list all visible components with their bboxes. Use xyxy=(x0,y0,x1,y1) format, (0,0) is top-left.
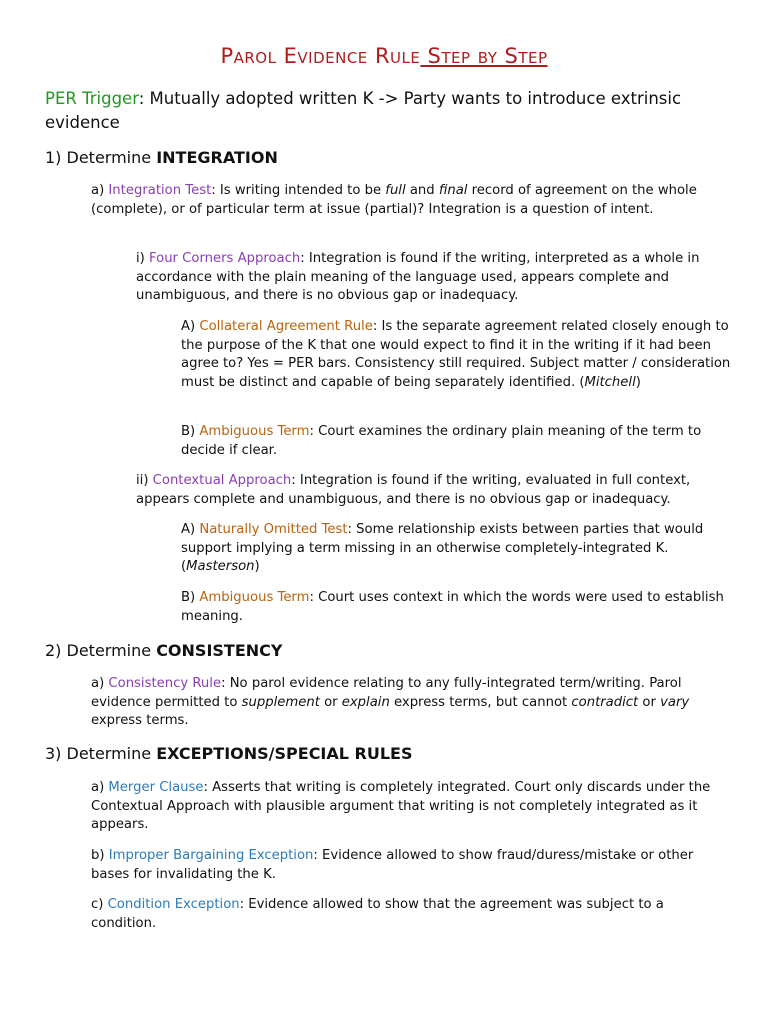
ambiguous-term-plain-paragraph: B) Ambiguous Term: Court examines the ordinary plain meaning of the term to decide if clear. xyxy=(181,424,702,458)
case-mitchell: Mitchell xyxy=(584,374,636,390)
term-contextual-approach: Contextual Approach xyxy=(152,473,292,488)
term-collateral-agreement: Collateral Agreement Rule xyxy=(199,319,373,334)
section-heading-exceptions: 3) Determine EXCEPTIONS/SPECIAL RULES xyxy=(45,744,413,763)
term-integration-test: Integration Test xyxy=(108,183,212,198)
collateral-agreement-paragraph: A) Collateral Agreement Rule: Is the separate agreement related closely enough to the purpose of the K that one would expect to find it in the writing if it had been agree to? Yes = PER bars. Consistency still required. Subject matter / consideration must be distinct and capable of being separately identified. (Mitchell) xyxy=(181,319,731,390)
consistency-rule-paragraph: a) Consistency Rule: No parol evidence relating to any fully-integrated term/writing. Parol evidence permitted to supplement or explain express terms, but cannot contradict or vary express terms. xyxy=(91,676,690,728)
case-masterson: Masterson xyxy=(186,559,255,574)
term-four-corners: Four Corners Approach xyxy=(149,251,301,266)
term-ambiguous-term-1: Ambiguous Term xyxy=(199,424,310,439)
ambiguous-term-context-paragraph: B) Ambiguous Term: Court uses context in which the words were used to establish meaning. xyxy=(181,590,724,624)
condition-exception-paragraph: c) Condition Exception: Evidence allowed to show that the agreement was subject to a condition. xyxy=(91,897,664,931)
trigger-label: PER Trigger xyxy=(45,89,139,108)
trigger-text: Mutually adopted written K -> Party wants to introduce extrinsic evidence xyxy=(45,89,682,132)
contextual-approach-paragraph: ii) Contextual Approach: Integration is found if the writing, evaluated in full context, appears complete and unambiguous, and there is no obvious gap or inadequacy. xyxy=(136,473,691,507)
four-corners-paragraph: i) Four Corners Approach: Integration is found if the writing, interpreted as a whole in accordance with the plain meaning of the language used, appears complete and unambiguous, and there is no obvious gap or inadequacy. xyxy=(136,251,700,303)
term-consistency-rule: Consistency Rule xyxy=(108,676,222,691)
term-naturally-omitted: Naturally Omitted Test xyxy=(199,522,348,537)
integration-test-paragraph: a) Integration Test: Is writing intended to be full and final record of agreement on the whole (complete), or of particular term at issue (partial)? Integration is a question of intent. xyxy=(91,183,697,217)
term-condition-exception: Condition Exception xyxy=(107,897,240,912)
term-improper-bargaining: Improper Bargaining Exception xyxy=(108,848,314,863)
per-trigger: PER Trigger: Mutually adopted written K -> Party wants to introduce extrinsic evidence xyxy=(45,89,682,132)
section-heading-consistency: 2) Determine CONSISTENCY xyxy=(45,641,283,660)
term-merger-clause: Merger Clause xyxy=(108,780,204,795)
section-heading-integration: 1) Determine INTEGRATION xyxy=(45,148,278,167)
term-ambiguous-term-2: Ambiguous Term xyxy=(199,590,310,605)
merger-clause-paragraph: a) Merger Clause: Asserts that writing is completely integrated. Court only discards under the Contextual Approach with plausible argument that writing is not completely integrated as it appears. xyxy=(91,780,711,832)
naturally-omitted-paragraph: A) Naturally Omitted Test: Some relationship exists between parties that would support implying a term missing in an otherwise completely-integrated K. (Masterson) xyxy=(181,522,704,574)
title-main: Parol Evidence Rule xyxy=(220,44,421,68)
improper-bargaining-paragraph: b) Improper Bargaining Exception: Evidence allowed to show fraud/duress/mistake or other bases for invalidating the K. xyxy=(91,848,694,882)
page-title xyxy=(0,44,768,68)
title-step-by-step: Step by Step xyxy=(420,44,548,68)
